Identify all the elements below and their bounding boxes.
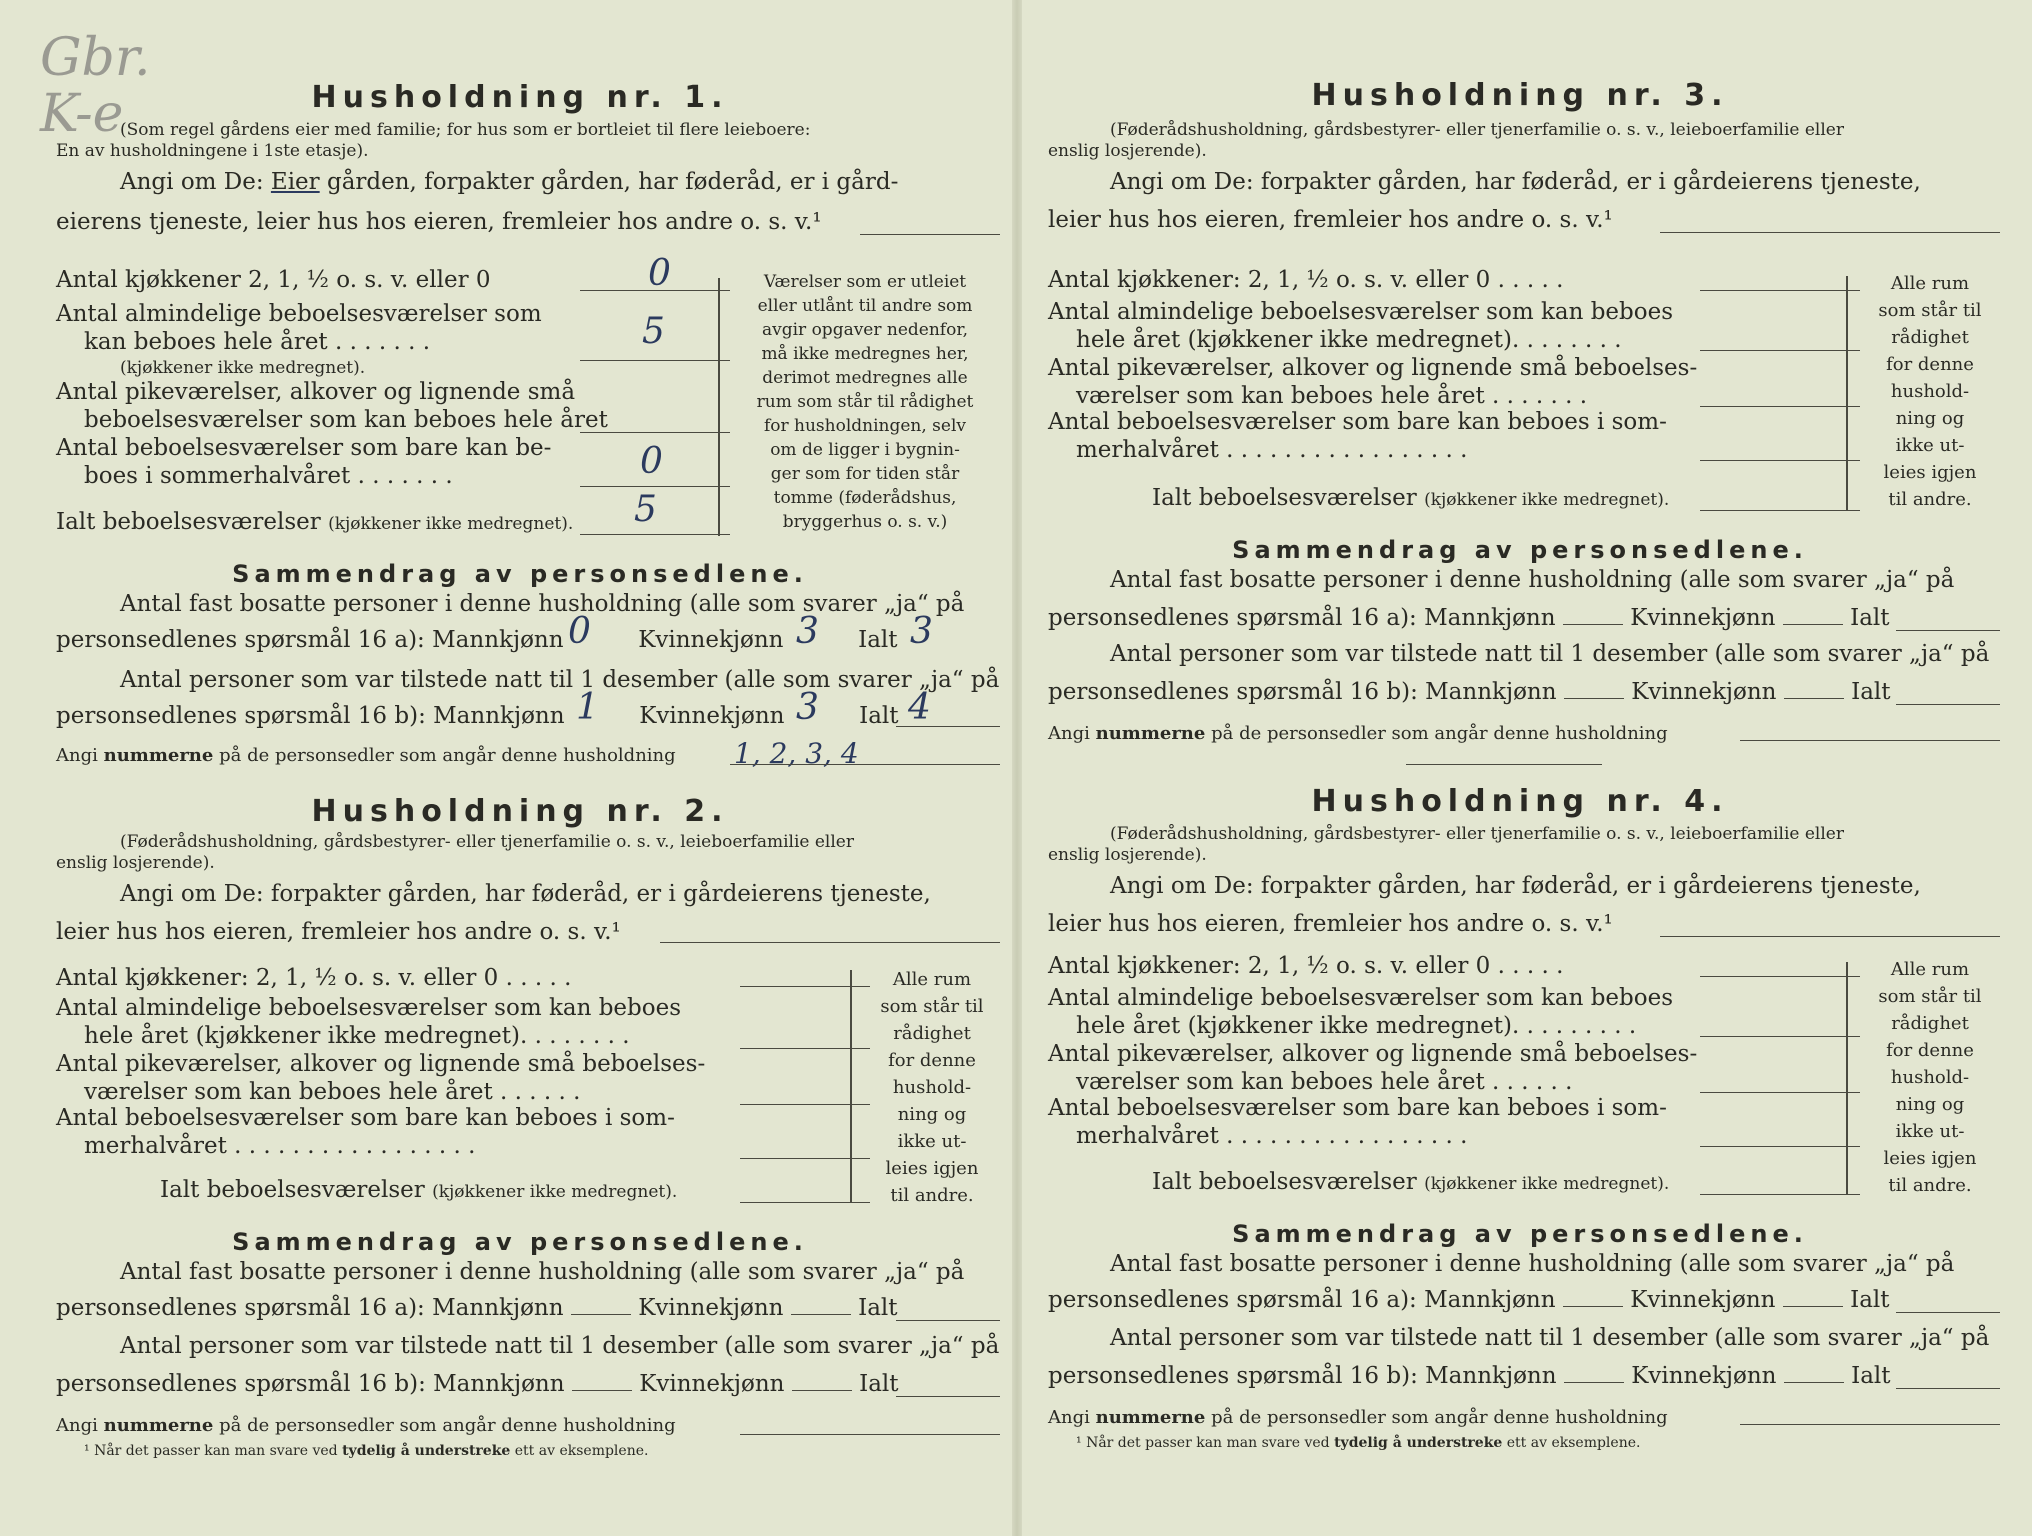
h1-summary-title: Sammendrag av personsedlene. [232,560,808,588]
h1-sum-b-2 [56,702,899,730]
h1-angi-line-1 [120,168,898,196]
h4-side-note-line: leies igjen [1883,1148,1977,1169]
h4-line-sommer [1700,1146,1860,1147]
h2-side-note-line: for denne [888,1050,976,1071]
h4-side-note-line: hushold- [1890,1067,1970,1088]
h4-sum-a-kv: Kvinnekjønn [1630,1287,1776,1313]
h1-row-alm-1: Antal almindelige beboelsesværelser som [56,301,542,327]
h2-line-ialt [740,1202,870,1203]
h2-sum-b-kv: Kvinnekjønn [639,1371,785,1397]
h2-row-sommer-2: merhalvåret . . . . . . . . . . . . . . . . . [84,1133,476,1159]
h4-ialt-label: Ialt beboelsesværelser [1152,1169,1417,1195]
h1-ialt-label: Ialt beboelsesværelser [56,509,321,535]
h4-side-note [1860,956,2000,1199]
h3-brace [1846,276,1848,510]
h3-angi-line-1: Angi om De: forpakter gården, har føderåd, er i gårdeierens tjeneste, [1110,169,1921,195]
h1-line-num [730,764,1000,765]
h1-brace [718,278,720,536]
h4-line-kjokken [1700,976,1860,977]
h3-intro-1: (Føderådshusholdning, gårdsbestyrer- eller tjenerfamilie o. s. v., leieboerfamilie eller [1110,120,1844,140]
h2-line-num [740,1434,1000,1435]
h3-side-note-line: til andre. [1888,489,1972,510]
h4-row-sommer-2: merhalvåret . . . . . . . . . . . . . . . . . [1076,1123,1468,1149]
h1-angi-num-bold: nummerne [103,745,214,766]
h3-side-note-line: ikke ut- [1895,435,1965,456]
h1-ialt-paren: (kjøkkener ikke medregnet). [328,514,574,534]
h1-angi-rest: gården, forpakter gården, har føderåd, er i gård- [326,169,899,195]
h2-line-b-ialt [896,1396,1000,1397]
left-footnote [84,1442,648,1460]
h3-side-note-line: hushold- [1890,381,1970,402]
h1-angi-prefix: Angi om De: [120,169,264,195]
h2-row-sommer-1: Antal beboelsesværelser som bare kan beboes i som- [56,1105,675,1131]
h4-title: Husholdning nr. 4. [1311,784,1729,819]
h1-row-ialt [56,508,573,538]
h4-angi-num-post: på de personsedler som angår denne husholdning [1211,1407,1668,1428]
h4-angi-line-1: Angi om De: forpakter gården, har føderåd, er i gårdeierens tjeneste, [1110,873,1921,899]
footnote-bold: tydelig å understreke [342,1443,511,1459]
h2-angi-num-pre: Angi [56,1415,98,1436]
h1-intro-1: (Som regel gårdens eier med familie; for hus som er bortleiet til flere leieboere: [120,120,811,140]
h4-side-note-line: til andre. [1888,1175,1972,1196]
h4-intro-2: enslig losjerende). [1048,845,1207,865]
h2-side-note-line: leies igjen [885,1158,979,1179]
h4-line-a-ialt [1896,1312,2000,1313]
h1-side-note-line: rum som står til rådighet [756,392,974,412]
h3-angi-line [1660,232,2000,233]
h1-val-b-kvinne: 3 [796,687,819,728]
h3-line-a-ialt [1896,630,2000,631]
h3-sum-b-kv: Kvinnekjønn [1631,679,1777,705]
h4-row-kjokken: Antal kjøkkener: 2, 1, ½ o. s. v. eller 0 . . . . . [1048,953,1564,979]
h4-side-note-line: for denne [1886,1040,1974,1061]
h1-sum-a-ialt: Ialt [858,627,898,653]
h1-row-pike-2: beboelsesværelser som kan beboes hele året [84,407,608,433]
h3-sum-a-2 [1048,604,1890,632]
footnote-post: ett av eksemplene. [1506,1435,1641,1451]
h1-side-note-line: tomme (føderådshus, [773,488,957,508]
h3-row-ialt [1152,484,1669,514]
h1-sum-b-kv: Kvinnekjønn [639,703,785,729]
h3-sum-a-1: Antal fast bosatte personer i denne husholdning (alle som svarer „ja“ på [1110,567,1955,593]
h4-sum-b-label: personsedlenes spørsmål 16 b): Mannkjønn [1048,1363,1557,1389]
h1-eier-option: Eier [270,169,320,195]
h2-sum-a-label: personsedlenes spørsmål 16 a): Mannkjønn [56,1295,564,1321]
h1-angi-line-2: eierens tjeneste, leier hus hos eieren, fremleier hos andre o. s. v.¹ [56,209,822,235]
h2-angi-line-1: Angi om De: forpakter gården, har føderåd, er i gårdeierens tjeneste, [120,881,931,907]
h3-sum-a-ialt: Ialt [1850,605,1890,631]
h1-side-note-line: ger som for tiden står [770,464,960,484]
h2-side-note-line: ning og [897,1104,967,1125]
h1-angi-num-post: på de personsedler som angår denne husholdning [219,745,676,766]
h2-angi-num [56,1412,676,1440]
h4-row-pike-2: værelser som kan beboes hele året . . . . . . [1076,1069,1573,1095]
h1-val-num: 1, 2, 3, 4 [734,737,859,770]
h4-line-ialt [1700,1194,1860,1195]
h3-angi-num-pre: Angi [1048,723,1090,744]
h3-sum-b-label: personsedlenes spørsmål 16 b): Mannkjønn [1048,679,1557,705]
h4-sum-b-kv: Kvinnekjønn [1631,1363,1777,1389]
h4-sum-a-ialt: Ialt [1850,1287,1890,1313]
h1-side-note [730,270,1000,534]
h4-side-note-line: som står til [1878,986,1982,1007]
h4-angi-num-pre: Angi [1048,1407,1090,1428]
right-footnote [1076,1434,1640,1452]
h2-row-ialt [160,1176,677,1206]
left-page [40,20,1000,1510]
h3-line-sommer [1700,460,1860,461]
pencil-line-1: Gbr. [40,28,151,88]
page-fold [1012,0,1022,1536]
h2-sum-b-ialt: Ialt [859,1371,899,1397]
h3-sum-b-1: Antal personer som var tilstede natt til 1 desember (alle som svarer „ja“ på [1110,641,1990,667]
h1-val-b-ialt: 4 [908,687,931,728]
h1-line-pike [580,432,730,433]
h1-val-kjokken: 0 [648,253,671,294]
h3-side-note-line: som står til [1878,300,1982,321]
h1-row-kjokken: Antal kjøkkener 2, 1, ½ o. s. v. eller 0 [56,267,491,293]
h2-sum-a-1: Antal fast bosatte personer i denne husholdning (alle som svarer „ja“ på [120,1259,965,1285]
h1-row-sommer-2: boes i sommerhalvåret . . . . . . . [84,463,453,489]
h3-sum-a-kv: Kvinnekjønn [1630,605,1776,631]
h1-sum-b-1: Antal personer som var tilstede natt til 1 desember (alle som svarer „ja“ på [120,667,1000,693]
h3-intro-2: enslig losjerende). [1048,141,1207,161]
h1-val-b-mann: 1 [576,687,599,728]
h3-side-note [1860,270,2000,513]
h1-val-ialt: 5 [634,489,657,530]
h2-side-note-line: ikke ut- [897,1131,967,1152]
h1-angi-num [56,742,676,770]
h2-sum-a-kv: Kvinnekjønn [638,1295,784,1321]
h2-intro-2: enslig losjerende). [56,853,215,873]
h1-sum-b-label: personsedlenes spørsmål 16 b): Mannkjønn [56,703,565,729]
h1-row-pike-1: Antal pikeværelser, alkover og lignende små [56,379,576,405]
h3-side-note-line: Alle rum [1890,273,1970,294]
h1-title: Husholdning nr. 1. [311,80,729,115]
h1-angi-num-pre: Angi [56,745,98,766]
h1-side-note-line: om de ligger i bygnin- [770,440,960,460]
h2-angi-num-bold: nummerne [103,1415,214,1436]
h1-side-note-line: bryggerhus o. s. v.) [782,512,948,532]
h4-line-b-ialt [1896,1388,2000,1389]
h2-angi-num-post: på de personsedler som angår denne husholdning [219,1415,676,1436]
h3-line-num [1740,740,2000,741]
h3-line-ialt [1700,510,1860,511]
h3-row-sommer-2: merhalvåret . . . . . . . . . . . . . . . . . [1076,437,1468,463]
h4-brace [1846,962,1848,1194]
h2-sum-b-label: personsedlenes spørsmål 16 b): Mannkjønn [56,1371,565,1397]
right-page [1040,20,2000,1510]
h4-line-num [1740,1424,2000,1425]
h1-side-note-line: eller utlånt til andre som [757,296,973,316]
h1-line-alm [580,360,730,361]
h1-row-alm-3: (kjøkkener ikke medregnet). [120,358,366,378]
h4-intro-1: (Føderådshusholdning, gårdsbestyrer- eller tjenerfamilie o. s. v., leieboerfamilie eller [1110,824,1844,844]
h4-angi-line [1660,936,2000,937]
h1-side-note-line: avgir opgaver nedenfor, [761,320,968,340]
h2-angi-line [660,942,1000,943]
h1-line-ialt [580,534,730,535]
h2-ialt-label: Ialt beboelsesværelser [160,1177,425,1203]
h1-val-alm: 5 [642,311,665,352]
h1-val-a-mann: 0 [568,611,591,652]
h3-ialt-label: Ialt beboelsesværelser [1152,485,1417,511]
h1-line-sommer [580,486,730,487]
h4-sum-a-1: Antal fast bosatte personer i denne husholdning (alle som svarer „ja“ på [1110,1251,1955,1277]
h3-line-alm [1700,350,1860,351]
h3-row-alm-2: hele året (kjøkkener ikke medregnet). . . . . . . . [1076,327,1622,353]
h4-row-alm-2: hele året (kjøkkener ikke medregnet). . . . . . . . . [1076,1013,1637,1039]
h4-row-alm-1: Antal almindelige beboelsesværelser som kan beboes [1048,985,1674,1011]
h3-ialt-paren: (kjøkkener ikke medregnet). [1424,490,1670,510]
h3-row-pike-1: Antal pikeværelser, alkover og lignende små beboelses- [1048,355,1698,381]
h4-line-pike [1700,1092,1860,1093]
h2-ialt-paren: (kjøkkener ikke medregnet). [432,1182,678,1202]
h2-row-pike-2: værelser som kan beboes hele året . . . . . . [84,1079,581,1105]
h4-row-ialt [1152,1168,1669,1198]
h2-side-note-line: rådighet [893,1023,971,1044]
h3-sum-b-2 [1048,678,1891,706]
h4-sum-b-2 [1048,1362,1891,1390]
pencil-line-2: K-e [40,84,124,144]
h3-side-note-line: for denne [1886,354,1974,375]
h3-angi-num-post: på de personsedler som angår denne husholdning [1211,723,1668,744]
h3-angi-num [1048,720,1668,748]
section-divider [1406,764,1602,765]
h4-side-note-line: ning og [1895,1094,1965,1115]
h1-side-note-line: Værelser som er utleiet [763,272,967,292]
h3-angi-num-bold: nummerne [1095,723,1206,744]
h4-ialt-paren: (kjøkkener ikke medregnet). [1424,1174,1670,1194]
h4-row-pike-1: Antal pikeværelser, alkover og lignende små beboelses- [1048,1041,1698,1067]
h2-sum-b-1: Antal personer som var tilstede natt til 1 desember (alle som svarer „ja“ på [120,1333,1000,1359]
h1-val-a-kvinne: 3 [796,611,819,652]
h2-line-a-ialt [896,1320,1000,1321]
h4-side-note-line: ikke ut- [1895,1121,1965,1142]
h3-side-note-line: rådighet [1891,327,1969,348]
h2-sum-b-2 [56,1370,899,1398]
h2-angi-line-2: leier hus hos eieren, fremleier hos andre o. s. v.¹ [56,919,621,945]
h1-line-b-ialt [896,726,1000,727]
h3-line-b-ialt [1896,704,2000,705]
h1-val-sommer: 0 [640,441,663,482]
h2-side-note-line: til andre. [890,1185,974,1206]
h3-line-pike [1700,406,1860,407]
h2-sum-a-ialt: Ialt [858,1295,898,1321]
h3-line-kjokken [1700,290,1860,291]
h3-row-kjokken: Antal kjøkkener: 2, 1, ½ o. s. v. eller 0 . . . . . [1048,267,1564,293]
h1-line-kjokken [580,290,730,291]
h1-intro-2: En av husholdningene i 1ste etasje). [56,141,369,161]
h4-angi-num [1048,1404,1668,1432]
h1-side-note-line: for husholdningen, selv [763,416,967,436]
footnote-pre: ¹ Når det passer kan man svare ved [1076,1435,1330,1451]
h2-side-note-line: Alle rum [892,969,972,990]
h2-row-kjokken: Antal kjøkkener: 2, 1, ½ o. s. v. eller 0 . . . . . [56,965,572,991]
h3-title: Husholdning nr. 3. [1311,78,1729,113]
h4-angi-num-bold: nummerne [1095,1407,1206,1428]
h4-sum-a-label: personsedlenes spørsmål 16 a): Mannkjønn [1048,1287,1556,1313]
h2-side-note [864,966,1000,1209]
h3-side-note-line: ning og [1895,408,1965,429]
h1-sum-a-label: personsedlenes spørsmål 16 a): Mannkjønn [56,627,564,653]
h2-brace [850,970,852,1202]
h3-side-note-line: leies igjen [1883,462,1977,483]
h4-sum-a-2 [1048,1286,1890,1314]
h1-sum-a-1: Antal fast bosatte personer i denne husholdning (alle som svarer „ja“ på [120,591,965,617]
h3-angi-line-2: leier hus hos eieren, fremleier hos andre o. s. v.¹ [1048,207,1613,233]
h2-title: Husholdning nr. 2. [311,794,729,829]
h1-side-note-line: må ikke medregnes her, [761,344,969,364]
h3-row-sommer-1: Antal beboelsesværelser som bare kan beboes i som- [1048,409,1667,435]
h3-row-pike-2: værelser som kan beboes hele året . . . . . . . [1076,383,1588,409]
h2-sum-a-2 [56,1294,898,1322]
h1-row-sommer-1: Antal beboelsesværelser som bare kan be- [56,435,552,461]
h2-row-alm-2: hele året (kjøkkener ikke medregnet). . . . . . . . [84,1023,630,1049]
h4-summary-title: Sammendrag av personsedlene. [1232,1220,1808,1248]
h1-angi-line [860,234,1000,235]
h1-row-alm-2: kan beboes hele året . . . . . . . [84,329,431,355]
footnote-bold: tydelig å understreke [1334,1435,1503,1451]
h1-sum-a-kv: Kvinnekjønn [638,627,784,653]
h1-val-a-ialt: 3 [910,611,933,652]
footnote-pre: ¹ Når det passer kan man svare ved [84,1443,338,1459]
h2-side-note-line: som står til [880,996,984,1017]
h3-row-alm-1: Antal almindelige beboelsesværelser som kan beboes [1048,299,1674,325]
h3-sum-b-ialt: Ialt [1851,679,1891,705]
h2-summary-title: Sammendrag av personsedlene. [232,1228,808,1256]
footnote-post: ett av eksemplene. [514,1443,649,1459]
h2-side-note-line: hushold- [892,1077,972,1098]
h4-side-note-line: rådighet [1891,1013,1969,1034]
h2-row-alm-1: Antal almindelige beboelsesværelser som kan beboes [56,995,682,1021]
h4-angi-line-2: leier hus hos eieren, fremleier hos andre o. s. v.¹ [1048,911,1613,937]
h1-sum-a-2 [56,626,898,654]
h2-intro-1: (Føderådshusholdning, gårdsbestyrer- eller tjenerfamilie o. s. v., leieboerfamilie eller [120,832,854,852]
h3-sum-a-label: personsedlenes spørsmål 16 a): Mannkjønn [1048,605,1556,631]
h4-side-note-line: Alle rum [1890,959,1970,980]
h1-sum-b-ialt: Ialt [859,703,899,729]
h3-summary-title: Sammendrag av personsedlene. [1232,536,1808,564]
h1-side-note-line: derimot medregnes alle [762,368,968,388]
h4-row-sommer-1: Antal beboelsesværelser som bare kan beboes i som- [1048,1095,1667,1121]
h4-sum-b-1: Antal personer som var tilstede natt til 1 desember (alle som svarer „ja“ på [1110,1325,1990,1351]
h2-row-pike-1: Antal pikeværelser, alkover og lignende små beboelses- [56,1051,706,1077]
h4-sum-b-ialt: Ialt [1851,1363,1891,1389]
h4-line-alm [1700,1036,1860,1037]
